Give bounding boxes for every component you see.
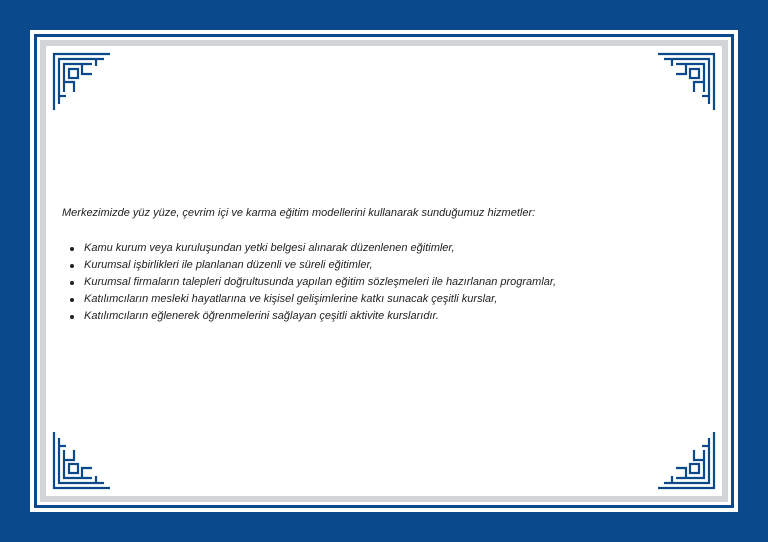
intro-text: Merkezimizde yüz yüze, çevrim içi ve karma eğitim modellerini kullanarak sunduğumuz hizmetler: [62,207,536,219]
corner-ornament-icon [52,428,114,490]
services-list [62,240,702,325]
corner-ornament-top-right [654,52,716,114]
corner-ornament-top-left [52,52,114,114]
corner-ornament-bottom-right [654,428,716,490]
list-item: Kurumsal firmaların talepleri doğrultusunda yapılan eğitim sözleşmeleri ile hazırlanan programlar, [70,274,702,291]
corner-ornament-bottom-left [52,428,114,490]
list-item: Katılımcıların mesleki hayatlarına ve kişisel gelişimlerine katkı sunacak çeşitli kurslar, [70,291,702,308]
list-item: Kurumsal işbirlikleri ile planlanan düzenli ve süreli eğitimler, [70,257,702,274]
corner-ornament-icon [654,52,716,114]
list-item: Kamu kurum veya kuruluşundan yetki belgesi alınarak düzenlenen eğitimler, [70,240,702,257]
list-item: Katılımcıların eğlenerek öğrenmelerini sağlayan çeşitli aktivite kurslarıdır. [70,308,702,325]
corner-ornament-icon [654,428,716,490]
document-body [62,205,702,325]
corner-ornament-icon [52,52,114,114]
